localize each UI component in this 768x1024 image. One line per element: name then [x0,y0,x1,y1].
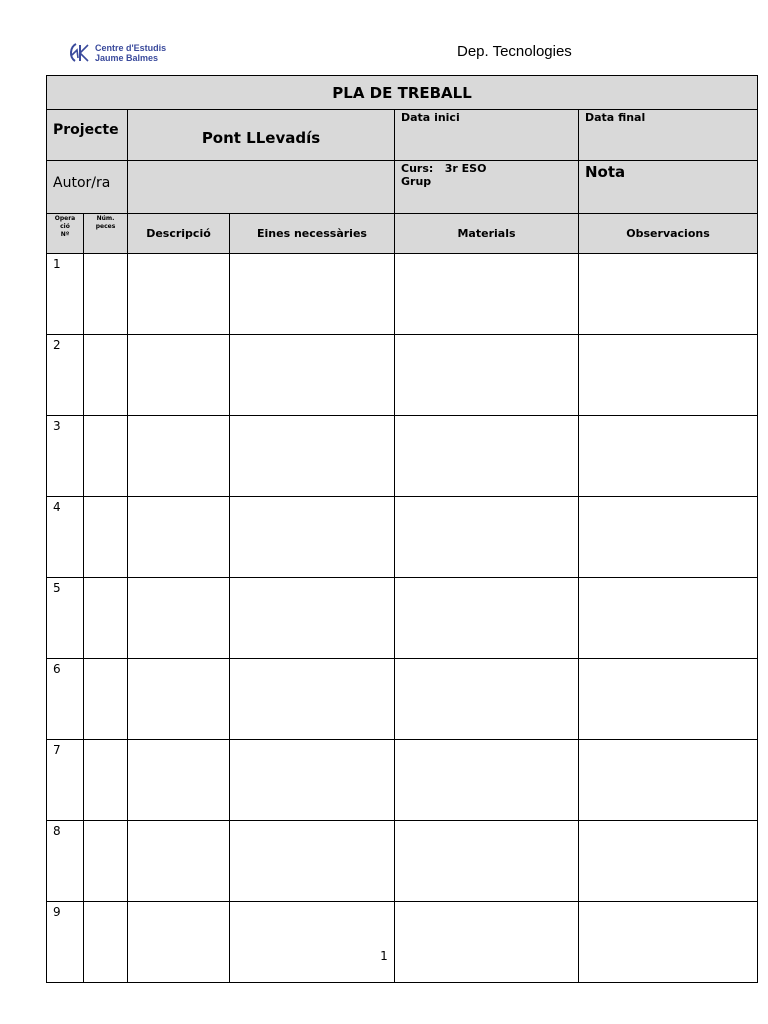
materials-cell[interactable] [395,578,579,659]
pieces-cell[interactable] [84,821,128,902]
table-row [47,254,758,335]
table-row [47,740,758,821]
pieces-count-header [84,214,128,254]
description-cell[interactable] [128,902,230,983]
tools-cell[interactable] [230,740,395,821]
materials-cell[interactable] [395,497,579,578]
project-label: Projecte [47,110,128,161]
course-group-field[interactable] [395,161,579,214]
description-cell[interactable] [128,416,230,497]
operation-number-cell: 2 [47,335,84,416]
operation-header-line3: Nº [60,231,70,238]
school-name-line1: Centre d'Estudis [95,43,167,53]
operation-number-cell: 6 [47,659,84,740]
materials-cell[interactable] [395,416,579,497]
end-date-field[interactable] [579,110,758,161]
grade-label: Nota [585,163,626,181]
grade-field[interactable] [579,161,758,214]
operation-number-cell: 7 [47,740,84,821]
tools-cell[interactable] [230,497,395,578]
tools-cell[interactable] [230,659,395,740]
table-row [47,416,758,497]
description-cell[interactable] [128,659,230,740]
author-label: Autor/ra [47,161,128,214]
observations-cell[interactable] [579,578,758,659]
observations-cell[interactable] [579,902,758,983]
project-row [47,110,758,161]
operation-number-cell: 5 [47,578,84,659]
description-header: Descripció [128,214,230,254]
observations-cell[interactable] [579,659,758,740]
pieces-header-line1: Núm. [96,215,115,222]
operation-header-line2: ció [60,223,70,230]
work-plan-table [46,75,758,983]
table-row [47,659,758,740]
tools-cell[interactable] [230,902,395,983]
description-cell[interactable] [128,740,230,821]
pieces-header-line2: peces [95,223,116,230]
operation-rows [47,254,758,983]
course-label: Curs: 3r ESO [401,162,487,175]
title-row [47,76,758,110]
table-row [47,902,758,983]
pieces-cell[interactable] [84,659,128,740]
tools-cell[interactable] [230,254,395,335]
operation-number-header [47,214,84,254]
start-date-label: Data inici [401,111,460,124]
author-row [47,161,758,214]
observations-cell[interactable] [579,821,758,902]
project-name[interactable]: Pont LLevadís [128,110,395,161]
table-row [47,497,758,578]
table-row [47,335,758,416]
description-cell[interactable] [128,497,230,578]
materials-header: Materials [395,214,579,254]
description-cell[interactable] [128,335,230,416]
operation-header-line1: Opera [54,215,76,222]
end-date-label: Data final [585,111,646,124]
department-name: Dep. Tecnologies [457,43,572,60]
description-cell[interactable] [128,254,230,335]
tools-cell[interactable] [230,821,395,902]
author-field[interactable] [128,161,395,214]
table-row [47,821,758,902]
materials-cell[interactable] [395,740,579,821]
materials-cell[interactable] [395,902,579,983]
pieces-cell[interactable] [84,416,128,497]
operation-number-cell: 4 [47,497,84,578]
observations-cell[interactable] [579,254,758,335]
group-label: Grup [401,175,432,188]
observations-cell[interactable] [579,416,758,497]
operation-number-cell: 8 [47,821,84,902]
materials-cell[interactable] [395,254,579,335]
pieces-cell[interactable] [84,902,128,983]
pieces-cell[interactable] [84,254,128,335]
tools-cell[interactable] [230,578,395,659]
tools-header: Eines necessàries [230,214,395,254]
school-logo [66,41,166,65]
description-cell[interactable] [128,578,230,659]
column-header-row [47,214,758,254]
form-title: PLA DE TREBALL [47,76,758,110]
pieces-cell[interactable] [84,497,128,578]
materials-cell[interactable] [395,659,579,740]
school-name-line2: Jaume Balmes [95,53,159,63]
pieces-cell[interactable] [84,335,128,416]
school-emblem-icon [66,41,92,65]
page-number: 1 [380,949,388,963]
operation-number-cell: 1 [47,254,84,335]
materials-cell[interactable] [395,821,579,902]
pieces-cell[interactable] [84,578,128,659]
observations-header: Observacions [579,214,758,254]
start-date-field[interactable] [395,110,579,161]
operation-number-cell: 9 [47,902,84,983]
observations-cell[interactable] [579,497,758,578]
tools-cell[interactable] [230,416,395,497]
description-cell[interactable] [128,821,230,902]
observations-cell[interactable] [579,335,758,416]
table-row [47,578,758,659]
observations-cell[interactable] [579,740,758,821]
pieces-cell[interactable] [84,740,128,821]
materials-cell[interactable] [395,335,579,416]
tools-cell[interactable] [230,335,395,416]
operation-number-cell: 3 [47,416,84,497]
school-name [95,43,166,63]
